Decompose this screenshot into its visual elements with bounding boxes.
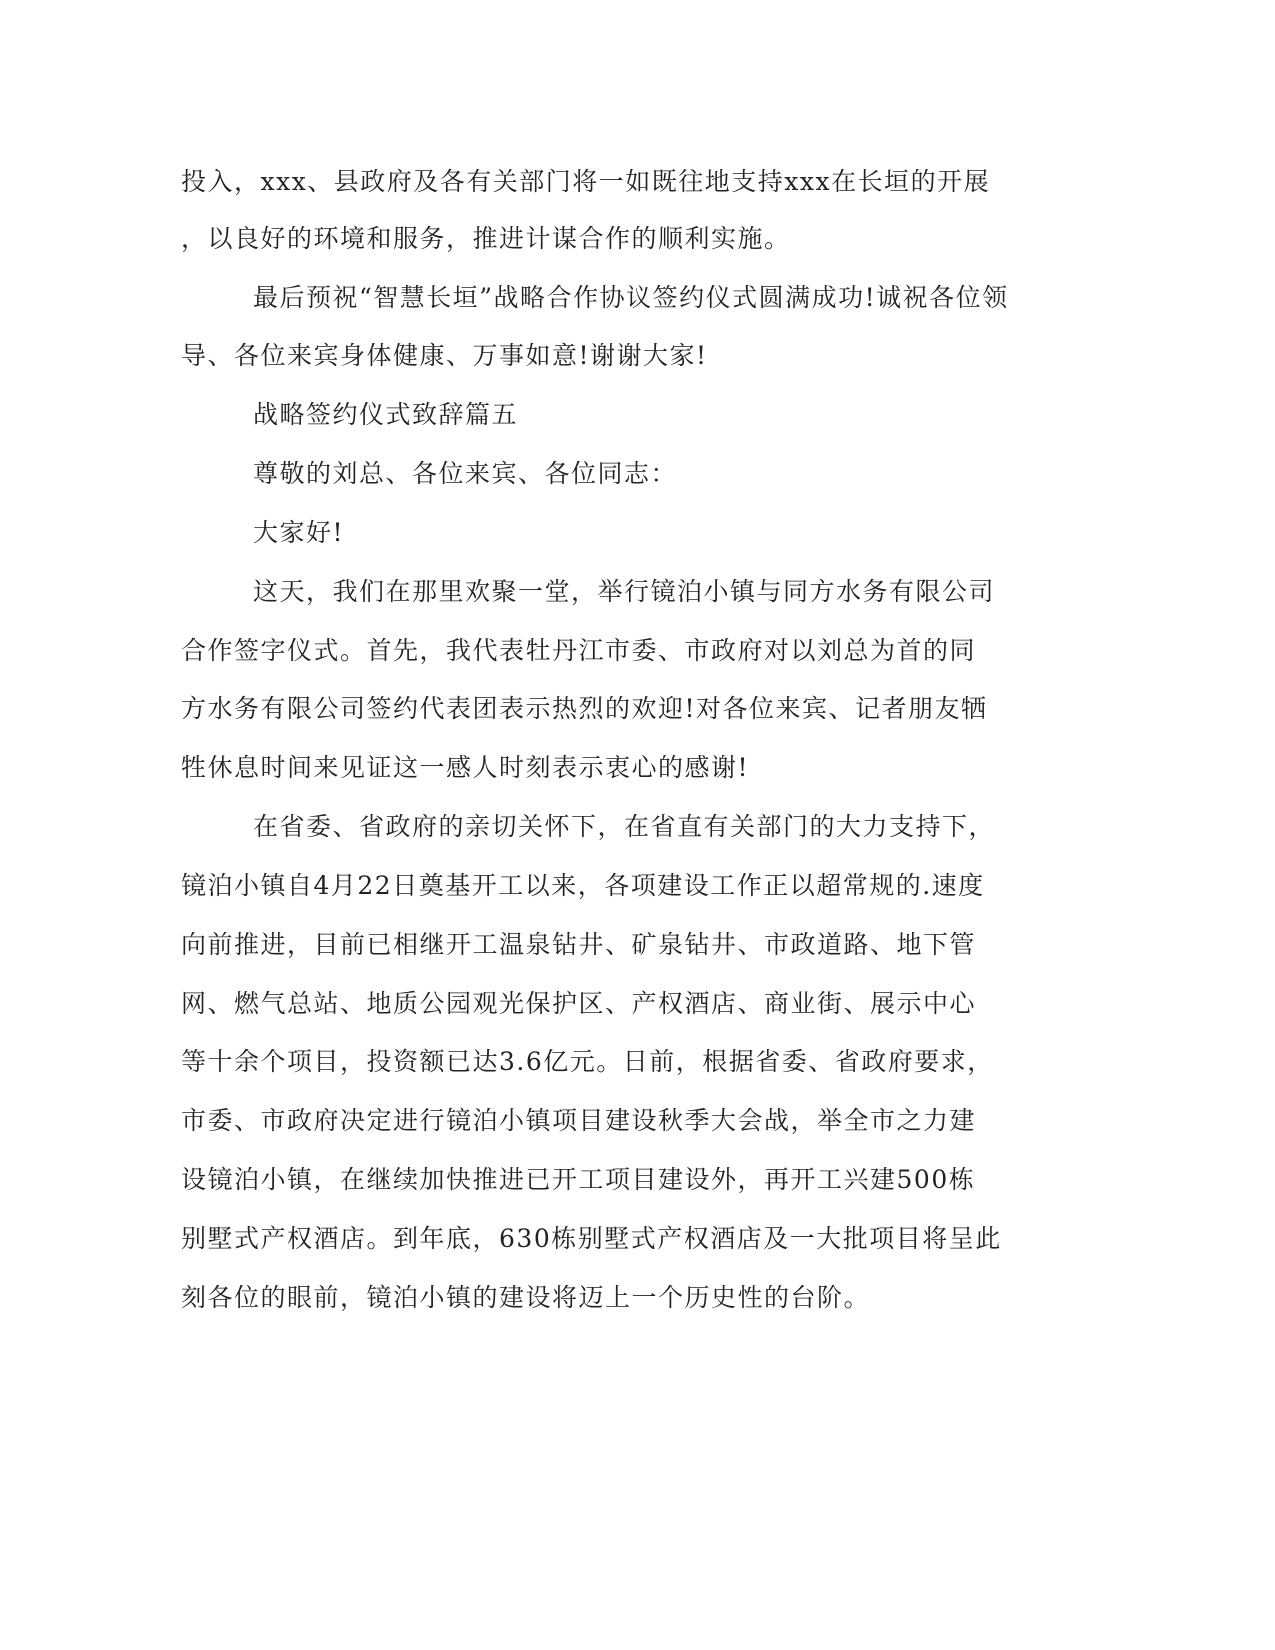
text-line: 投入，xxx、县政府及各有关部门将一如既往地支持xxx在长垣的开展 — [181, 167, 991, 196]
text-line: 合作签字仪式。首先，我代表牡丹江市委、市政府对以刘总为首的同 — [181, 636, 977, 665]
text-line: 方水务有限公司签约代表团表示热烈的欢迎!对各位来宾、记者朋友牺 — [181, 694, 988, 723]
text-line: 导、各位来宾身体健康、万事如意!谢谢大家! — [181, 341, 708, 370]
text-line: 这天，我们在那里欢聚一堂，举行镜泊小镇与同方水务有限公司 — [253, 577, 996, 606]
text-line: 设镜泊小镇，在继续加快推进已开工项目建设外，再开工兴建500栋 — [181, 1165, 976, 1194]
text-line: 刻各位的眼前，镜泊小镇的建设将迈上一个历史性的台阶。 — [181, 1283, 871, 1312]
text-line: 网、燃气总站、地质公园观光保护区、产权酒店、商业街、展示中心 — [181, 989, 977, 1018]
section-heading: 战略签约仪式致辞篇五 — [253, 400, 519, 429]
greeting: 大家好! — [253, 518, 345, 547]
salutation: 尊敬的刘总、各位来宾、各位同志： — [253, 459, 678, 488]
text-line: 镜泊小镇自4月22日奠基开工以来，各项建设工作正以超常规的.速度 — [181, 871, 985, 900]
text-line: 市委、市政府决定进行镜泊小镇项目建设秋季大会战，举全市之力建 — [181, 1106, 977, 1135]
text-line: 别墅式产权酒店。到年底，630栋别墅式产权酒店及一大批项目将呈此 — [181, 1224, 1002, 1253]
text-line: 等十余个项目，投资额已达3.6亿元。日前，根据省委、省政府要求， — [181, 1047, 994, 1076]
text-line: 向前推进，目前已相继开工温泉钻井、矿泉钻井、市政道路、地下管 — [181, 930, 977, 959]
text-line: ，以良好的环境和服务，推进计谋合作的顺利实施。 — [181, 224, 791, 253]
text-line: 牲休息时间来见证这一感人时刻表示衷心的感谢! — [181, 753, 750, 782]
text-line: 在省委、省政府的亲切关怀下，在省直有关部门的大力支持下， — [253, 812, 996, 841]
text-line: 最后预祝“智慧长垣”战略合作协议签约仪式圆满成功!诚祝各位领 — [253, 283, 1009, 312]
